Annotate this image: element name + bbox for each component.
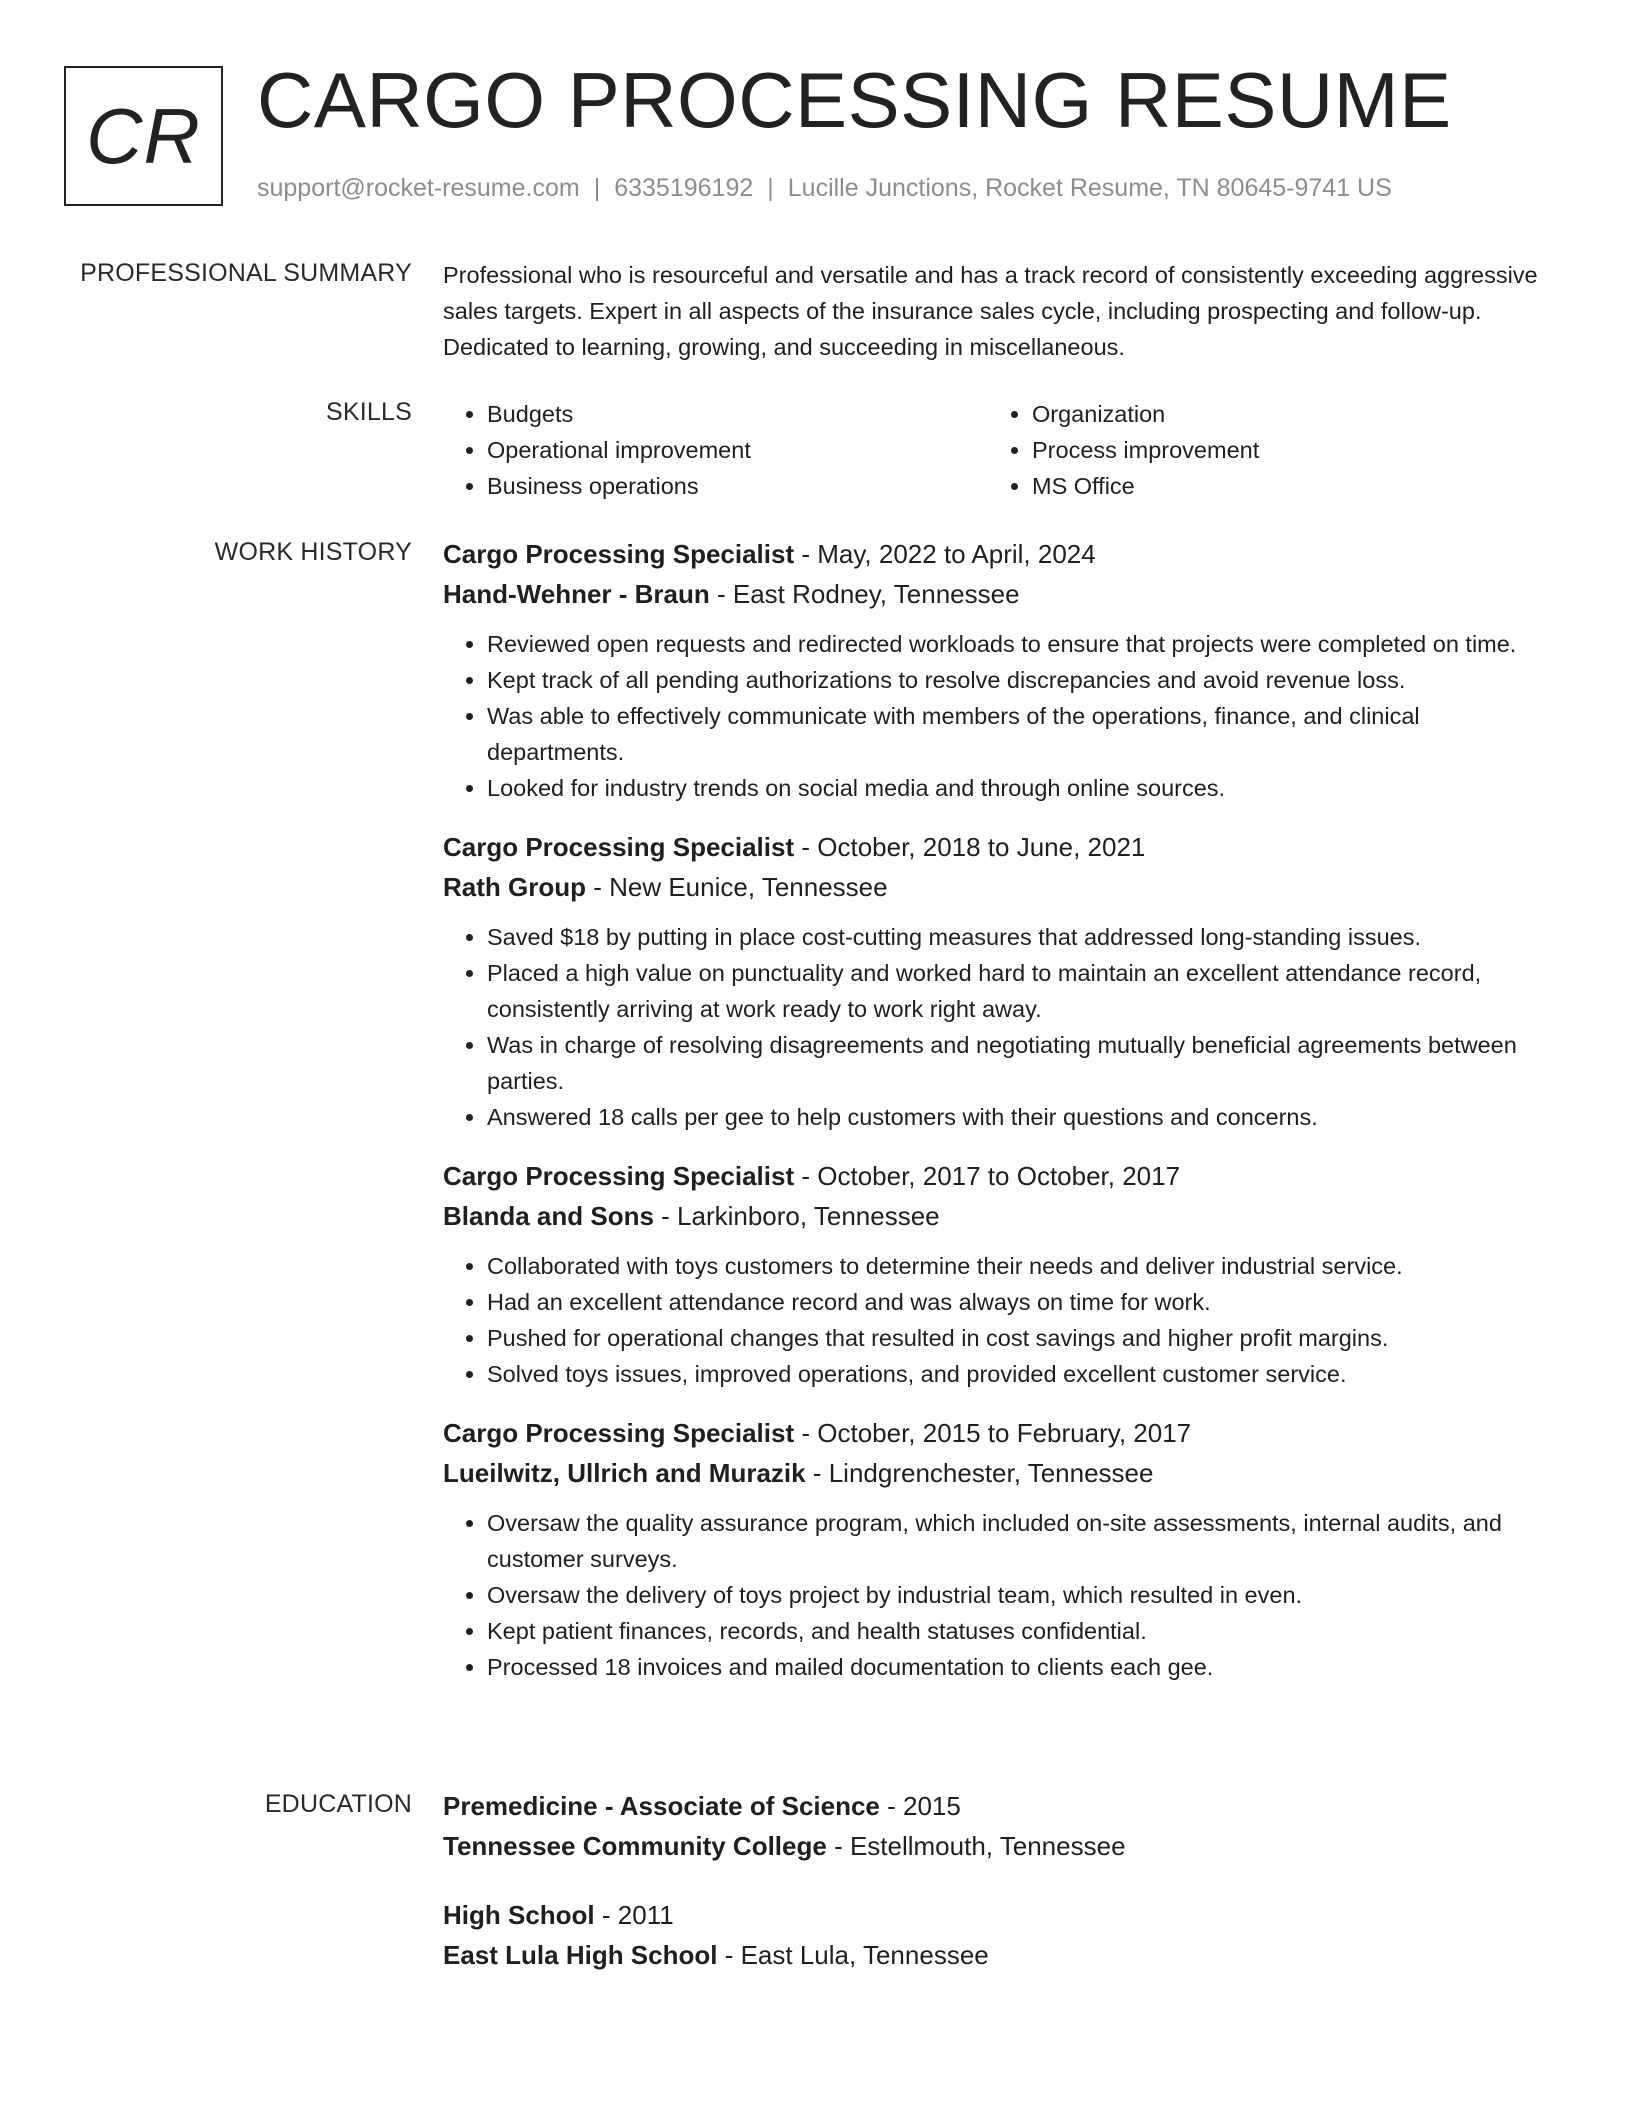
education-school: Tennessee Community College [443, 1831, 827, 1861]
job-entry [443, 1156, 1558, 1392]
education-degree: Premedicine - Associate of Science [443, 1791, 880, 1821]
summary-heading: PROFESSIONAL SUMMARY [80, 259, 412, 287]
job-location: - Larkinboro, Tennessee [653, 1201, 940, 1231]
contact-separator: | [593, 174, 601, 202]
contact-phone[interactable]: 6335196192 [614, 174, 754, 202]
skills-list-left [443, 396, 988, 504]
job-bullets [443, 626, 1558, 806]
job-entry [443, 1413, 1558, 1685]
education-heading: EDUCATION [264, 1790, 412, 1818]
job-bullet: • Answered 18 calls per gee to help customers with their questions and concerns. [487, 1099, 1558, 1135]
work-history-heading: WORK HISTORY [214, 538, 412, 566]
contact-line [257, 174, 1392, 203]
skill-item: • Business operations [487, 468, 988, 504]
job-dates: - May, 2022 to April, 2024 [794, 539, 1096, 569]
job-company: Rath Group [443, 872, 586, 902]
job-title: Cargo Processing Specialist [443, 1418, 795, 1448]
monogram-logo: CR [64, 66, 223, 206]
job-company: Blanda and Sons [443, 1201, 654, 1231]
job-bullet: • Was able to effectively communicate with members of the operations, finance, and clinical departments. [487, 698, 1558, 770]
job-dates: - October, 2018 to June, 2021 [794, 832, 1146, 862]
education-degree: High School [443, 1900, 595, 1930]
contact-email[interactable]: support@rocket-resume.com [257, 174, 580, 202]
education-body [443, 1786, 1558, 2004]
job-title-line [443, 1413, 1558, 1453]
job-bullet: • Looked for industry trends on social media and through online sources. [487, 770, 1558, 806]
work-history-body [443, 534, 1558, 1706]
job-bullet: • Processed 18 invoices and mailed documentation to clients each gee. [487, 1649, 1558, 1685]
education-school-line [443, 1826, 1558, 1866]
job-title: Cargo Processing Specialist [443, 539, 795, 569]
job-location: - Lindgrenchester, Tennessee [805, 1458, 1154, 1488]
job-bullet: • Collaborated with toys customers to determine their needs and deliver industrial service. [487, 1248, 1558, 1284]
job-location: - East Rodney, Tennessee [709, 579, 1020, 609]
skill-item: • Process improvement [1032, 432, 1533, 468]
job-title-line [443, 827, 1558, 867]
education-year: - 2011 [594, 1900, 674, 1930]
job-bullet: • Was in charge of resolving disagreements and negotiating mutually beneficial agreements between parties. [487, 1027, 1558, 1099]
job-bullet: • Had an excellent attendance record and was always on time for work. [487, 1284, 1558, 1320]
job-bullet: • Oversaw the quality assurance program, which included on-site assessments, internal audits, and customer surveys. [487, 1505, 1558, 1577]
job-entry [443, 534, 1558, 806]
job-bullets [443, 919, 1558, 1135]
contact-separator: | [767, 174, 774, 202]
skills-grid [443, 396, 1558, 504]
job-bullet: • Solved toys issues, improved operations, and provided excellent customer service. [487, 1356, 1558, 1392]
summary-text: Professional who is resourceful and versatile and has a track record of consistently exceeding aggressive sales targets. Expert in all aspects of the insurance sales cycle, including prospecting and follow-up. Dedicated to learning, growing, and succeeding in miscellaneous. [443, 262, 1538, 360]
job-bullet: • Pushed for operational changes that resulted in cost savings and higher profit margins. [487, 1320, 1558, 1356]
education-entry [443, 1786, 1558, 1866]
job-title-line [443, 1156, 1558, 1196]
job-bullets [443, 1505, 1558, 1685]
job-location: - New Eunice, Tennessee [586, 872, 888, 902]
job-bullet: • Placed a high value on punctuality and worked hard to maintain an excellent attendance record, consistently arriving at work ready to work right away. [487, 955, 1558, 1027]
skill-item: • MS Office [1032, 468, 1533, 504]
job-bullet: • Oversaw the delivery of toys project by industrial team, which resulted in even. [487, 1577, 1558, 1613]
skills-list-right [988, 396, 1533, 504]
job-dates: - October, 2015 to February, 2017 [794, 1418, 1192, 1448]
education-location: - Estellmouth, Tennessee [826, 1831, 1126, 1861]
resume-title: CARGO PROCESSING RESUME [257, 56, 1452, 144]
skills-body [443, 396, 1558, 504]
skills-heading: SKILLS [326, 398, 412, 426]
education-degree-line [443, 1895, 1558, 1935]
education-school-line [443, 1935, 1558, 1975]
job-company: Lueilwitz, Ullrich and Murazik [443, 1458, 806, 1488]
job-company-line [443, 574, 1558, 614]
skill-item: • Budgets [487, 396, 988, 432]
job-company: Hand-Wehner - Braun [443, 579, 710, 609]
job-company-line [443, 867, 1558, 907]
job-title-line [443, 534, 1558, 574]
job-bullet: • Reviewed open requests and redirected workloads to ensure that projects were completed on time. [487, 626, 1558, 662]
job-entry [443, 827, 1558, 1135]
education-year: - 2015 [879, 1791, 961, 1821]
education-entry [443, 1895, 1558, 1975]
skill-item: • Operational improvement [487, 432, 988, 468]
job-title: Cargo Processing Specialist [443, 832, 795, 862]
education-degree-line [443, 1786, 1558, 1826]
job-company-line [443, 1196, 1558, 1236]
job-bullet: • Kept patient finances, records, and health statuses confidential. [487, 1613, 1558, 1649]
education-location: - East Lula, Tennessee [717, 1940, 989, 1970]
job-company-line [443, 1453, 1558, 1493]
job-bullets [443, 1248, 1558, 1392]
job-bullet: • Saved $18 by putting in place cost-cutting measures that addressed long-standing issues. [487, 919, 1558, 955]
education-school: East Lula High School [443, 1940, 718, 1970]
summary-body [443, 257, 1558, 365]
contact-address: Lucille Junctions, Rocket Resume, TN 80645-9741 US [787, 174, 1392, 202]
job-title: Cargo Processing Specialist [443, 1161, 795, 1191]
job-bullet: • Kept track of all pending authorizations to resolve discrepancies and avoid revenue loss. [487, 662, 1558, 698]
skill-item: • Organization [1032, 396, 1533, 432]
job-dates: - October, 2017 to October, 2017 [794, 1161, 1181, 1191]
